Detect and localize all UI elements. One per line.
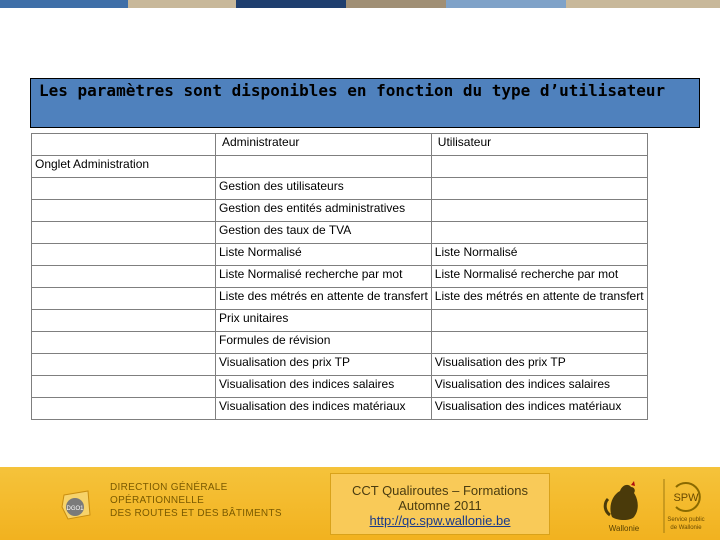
table-cell	[32, 310, 216, 332]
table-cell	[32, 288, 216, 310]
table-cell: Onglet Administration	[32, 156, 216, 178]
top-bar-segment	[446, 0, 566, 8]
table-cell: Liste Normalisé	[216, 244, 432, 266]
table-row	[32, 222, 648, 244]
table-cell: Visualisation des prix TP	[431, 354, 647, 376]
wallonie-rooster-logo-icon	[598, 477, 650, 535]
table-row	[32, 376, 648, 398]
table-header-row	[32, 134, 648, 156]
table-cell: Gestion des entités administratives	[216, 200, 432, 222]
table-cell: Liste des métrés en attente de transfert	[216, 288, 432, 310]
dgo-logo-icon	[58, 487, 94, 523]
table-cell	[431, 178, 647, 200]
table-cell: Liste Normalisé recherche par mot	[431, 266, 647, 288]
org-name-line1: DIRECTION GÉNÉRALE OPÉRATIONNELLE	[110, 482, 228, 506]
slide-title-box	[30, 78, 700, 128]
table-row	[32, 244, 648, 266]
table-cell	[32, 178, 216, 200]
table-cell: Visualisation des indices matériaux	[431, 398, 647, 420]
spw-sub2: de Wallonie	[670, 525, 702, 531]
table-cell: Prix unitaires	[216, 310, 432, 332]
parameters-table	[31, 133, 648, 420]
org-name-line2: DES ROUTES ET DES BÂTIMENTS	[110, 508, 282, 519]
table-cell: Gestion des taux de TVA	[216, 222, 432, 244]
table-cell	[431, 222, 647, 244]
table-cell: Visualisation des indices matériaux	[216, 398, 432, 420]
table-row	[32, 200, 648, 222]
slide-title: Les paramètres sont disponibles en fonction du type d’utilisateur	[39, 81, 666, 100]
table-cell: Liste des métrés en attente de transfert	[431, 288, 647, 310]
table-row	[32, 288, 648, 310]
table-row	[32, 266, 648, 288]
org-name	[110, 481, 310, 520]
table-cell: Visualisation des indices salaires	[431, 376, 647, 398]
footer-banner	[0, 467, 720, 540]
top-bar-segment	[128, 0, 236, 8]
cct-website-link[interactable]: http://qc.spw.wallonie.be	[369, 513, 511, 528]
table-cell	[431, 156, 647, 178]
dgo-label: DGO1	[66, 506, 84, 512]
table-row	[32, 354, 648, 376]
wallonie-label: Wallonie	[608, 524, 640, 533]
table-row	[32, 332, 648, 354]
table-row	[32, 178, 648, 200]
table-cell	[431, 310, 647, 332]
table-cell: Liste Normalisé recherche par mot	[216, 266, 432, 288]
table-cell	[32, 266, 216, 288]
table-cell	[32, 376, 216, 398]
table-row	[32, 398, 648, 420]
spw-sub1: Service public	[667, 517, 705, 523]
table-cell	[32, 200, 216, 222]
cct-info-box	[330, 473, 550, 535]
table-cell: Gestion des utilisateurs	[216, 178, 432, 200]
table-header-cell	[32, 134, 216, 156]
top-color-bar	[0, 0, 720, 8]
table-cell: Formules de révision	[216, 332, 432, 354]
cct-title: CCT Qualiroutes – Formations	[351, 483, 529, 498]
spw-label: SPW	[673, 492, 699, 504]
table-cell	[431, 200, 647, 222]
table-header-cell: Utilisateur	[431, 134, 647, 156]
table-cell	[32, 354, 216, 376]
table-row	[32, 310, 648, 332]
table-cell	[32, 222, 216, 244]
table-cell: Liste Normalisé	[431, 244, 647, 266]
spw-logo-icon	[662, 477, 712, 535]
table-cell	[32, 244, 216, 266]
top-bar-segment	[346, 0, 446, 8]
top-bar-segment	[236, 0, 346, 8]
table-cell	[32, 398, 216, 420]
top-bar-segment	[0, 0, 128, 8]
top-bar-segment	[566, 0, 720, 8]
table-cell	[216, 156, 432, 178]
table-cell	[32, 332, 216, 354]
table-cell	[431, 332, 647, 354]
table-header-cell: Administrateur	[216, 134, 432, 156]
cct-session: Automne 2011	[398, 498, 482, 513]
table-row	[32, 156, 648, 178]
table-cell: Visualisation des indices salaires	[216, 376, 432, 398]
table-cell: Visualisation des prix TP	[216, 354, 432, 376]
